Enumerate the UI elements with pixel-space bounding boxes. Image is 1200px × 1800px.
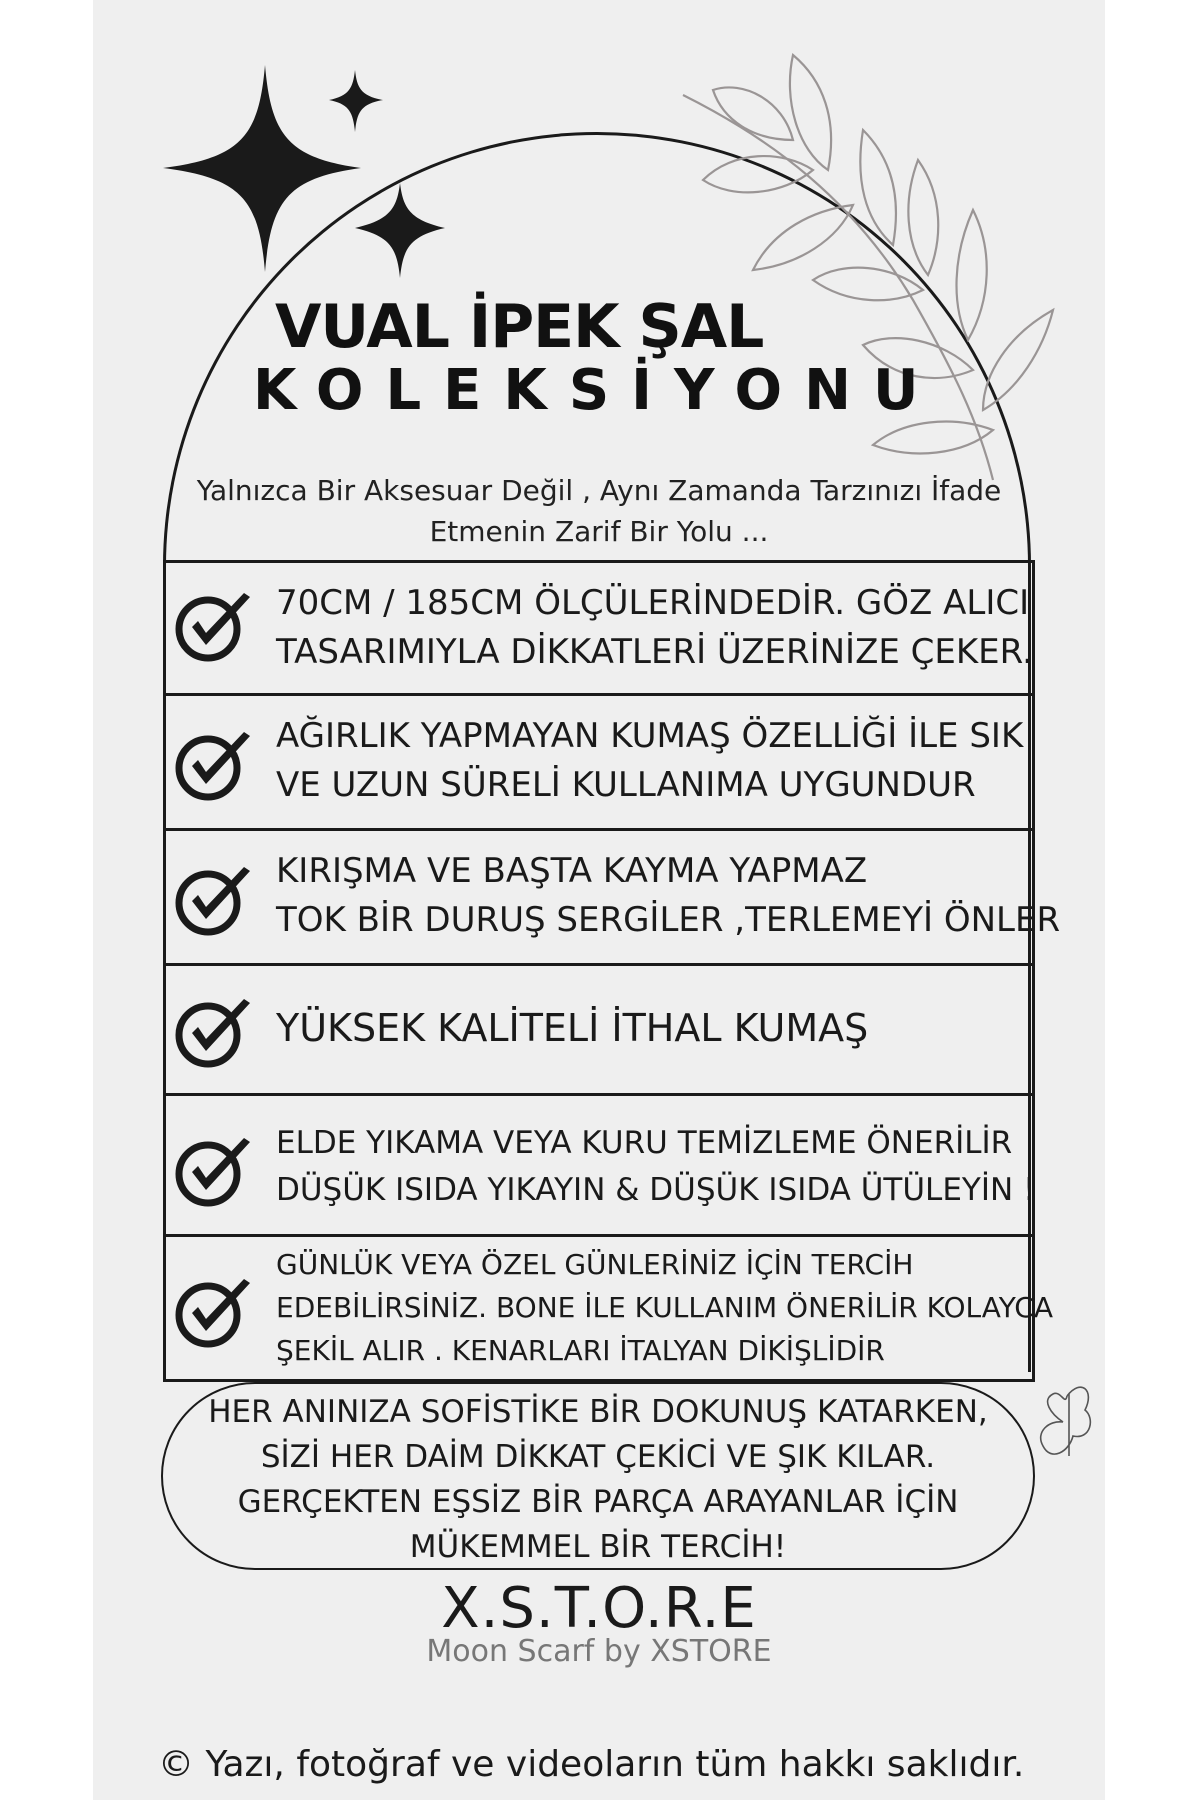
checkmark-icon [174, 1271, 256, 1353]
checkmark-icon [174, 859, 256, 941]
checkmark-icon [174, 585, 256, 667]
feature-text: ELDE YIKAMA VEYA KURU TEMİZLEME ÖNERİLİR DÜŞÜK ISIDA YIKAYIN & DÜŞÜK ISIDA ÜTÜLEYİN ! [276, 1125, 1036, 1208]
checkmark-icon [174, 991, 256, 1073]
product-info-card [93, 0, 1105, 1800]
feature-row-quality [163, 963, 1035, 1096]
brand-tagline: Moon Scarf by XSTORE [426, 1634, 772, 1669]
feature-row-wrinkle [163, 828, 1061, 966]
butterfly-icon [1033, 1376, 1099, 1468]
collection-title-line2: KOLEKSİYONU [253, 358, 941, 423]
sparkle-icon [163, 65, 445, 278]
highlight-text: HER ANINIZA SOFİSTİKE BİR DOKUNUŞ KATARKEN, SİZİ HER DAİM DİKKAT ÇEKİCİ VE ŞIK KILAR. GERÇEKTEN EŞSİZ BİR PARÇA ARAYANLAR İÇİN MÜKEMMEL BİR TERCİH! [208, 1394, 988, 1565]
collection-title-line1: VUAL İPEK ŞAL [275, 292, 764, 362]
feature-text: KIRIŞMA VE BAŞTA KAYMA YAPMAZ TOK BİR DURUŞ SERGİLER ,TERLEMEYİ ÖNLER [276, 851, 1061, 940]
copyright-notice: © Yazı, fotoğraf ve videoların tüm hakkı saklıdır. [158, 1744, 1025, 1785]
checkmark-icon [174, 724, 256, 806]
collection-subtitle: Yalnızca Bir Aksesuar Değil , Aynı Zamanda Tarzınızı İfade Etmenin Zarif Bir Yolu ... [196, 474, 1002, 548]
feature-row-size [163, 560, 1035, 696]
feature-text: YÜKSEK KALİTELİ İTHAL KUMAŞ [276, 1006, 869, 1050]
feature-row-usage [163, 1234, 1054, 1382]
brand-name: X.S.T.O.R.E [441, 1576, 757, 1641]
checkmark-icon [174, 1130, 256, 1212]
feature-row-fabric-weight [163, 693, 1035, 831]
feature-row-care [163, 1093, 1035, 1237]
feature-text: AĞIRLIK YAPMAYAN KUMAŞ ÖZELLİĞİ İLE SIK VE UZUN SÜRELİ KULLANIMA UYGUNDUR [276, 716, 1024, 805]
feature-text: GÜNLÜK VEYA ÖZEL GÜNLERİNİZ İÇİN TERCİH EDEBİLİRSİNİZ. BONE İLE KULLANIM ÖNERİLİR KOLAYCA ŞEKİL ALIR . KENARLARI İTALYAN DİKİŞLİDİR [276, 1248, 1054, 1367]
feature-text: 70CM / 185CM ÖLÇÜLERİNDEDİR. GÖZ ALICI TASARIMIYLA DİKKATLERİ ÜZERİNİZE ÇEKER. [276, 583, 1033, 672]
